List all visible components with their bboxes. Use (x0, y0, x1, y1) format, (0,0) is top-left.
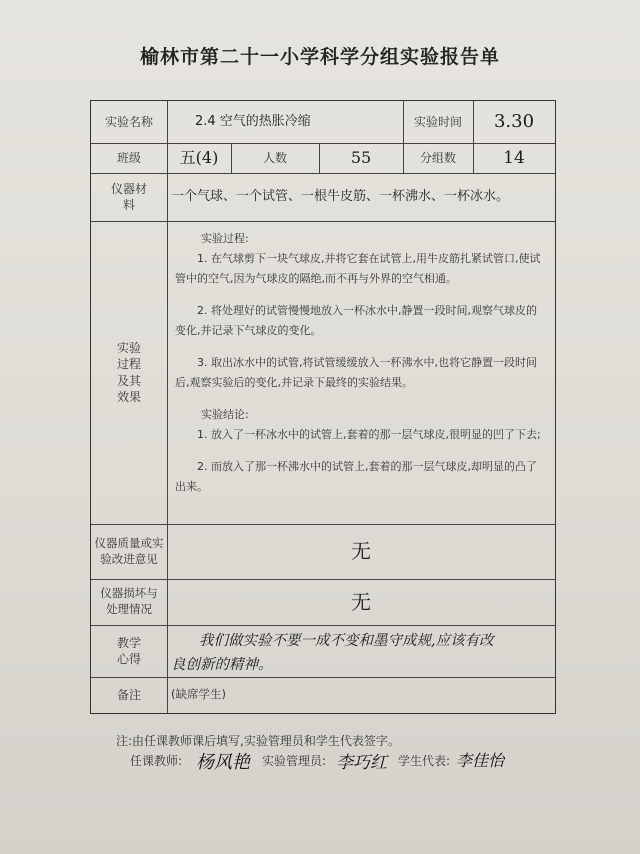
group-count-value: 14 (503, 147, 525, 168)
class-value: 五(4) (179, 148, 219, 168)
conclusion-heading: 实验结论: (201, 408, 249, 421)
reflection-line-2: 良创新的精神。 (171, 657, 273, 673)
count-value: 55 (350, 148, 372, 168)
label-damage: 仪器损坏与处理情况 (100, 586, 158, 616)
experiment-time-value: 3.30 (493, 110, 535, 132)
reflection-line-1: 我们做实验不要一成不变和墨守成规,应该有改 (199, 633, 494, 649)
footer-note: 注:由任课教师课后填写,实验管理员和学生代表签字。 (116, 734, 400, 748)
label-group-count: 分组数 (419, 150, 456, 165)
process-step-3: 3. 取出冰水中的试管,将试管缓缓放入一杯沸水中,也将它静置一段时间后,观察实验后的变化,并记录下最终的实验结果。 (175, 356, 537, 389)
process-step-2: 2. 将处理好的试管慢慢地放入一杯冰水中,静置一段时间,观察气球皮的变化,并记录下气球皮的变化。 (175, 304, 537, 337)
student-label: 学生代表: (398, 754, 451, 768)
label-experiment-time: 实验时间 (413, 114, 462, 129)
process-heading: 实验过程: (201, 232, 249, 245)
label-class: 班级 (116, 150, 141, 165)
damage-value: 无 (351, 589, 371, 614)
teacher-signature: 杨风艳 (196, 752, 250, 773)
admin-signature: 李巧红 (336, 753, 387, 773)
experiment-name-value: 2.4 空气的热胀冷缩 (195, 114, 311, 130)
process-content (175, 229, 547, 497)
label-experiment-name: 实验名称 (104, 114, 153, 129)
conclusion-2: 2. 而放入了那一杯沸水中的试管上,套着的那一层气球皮,却明显的凸了出来。 (175, 460, 537, 493)
label-reflection: 教学心得 (116, 635, 141, 666)
conclusion-1: 1. 放入了一杯冰水中的试管上,套着的那一层气球皮,很明显的凹了下去; (197, 428, 541, 441)
page-title: 榆林市第二十一小学科学分组实验报告单 (139, 46, 500, 68)
report-table (90, 100, 556, 714)
student-signature: 李佳怡 (456, 751, 505, 770)
label-process: 实验过程及其效果 (116, 341, 141, 404)
label-note: 备注 (116, 687, 141, 702)
note-value: (缺席学生) (171, 687, 226, 702)
label-equipment: 仪器材料 (110, 181, 147, 212)
quality-value: 无 (351, 539, 371, 563)
equipment-value: 一个气球、一个试管、一根牛皮筋、一杯沸水、一杯冰水。 (171, 189, 510, 205)
label-quality: 仪器质量或实验改进意见 (94, 535, 164, 566)
process-step-1: 1. 在气球剪下一块气球皮,并将它套在试管上,用牛皮筋扎紧试管口,使试管中的空气,因为气球皮的隔绝,而不再与外界的空气相通。 (175, 252, 541, 285)
admin-label: 实验管理员: (262, 754, 327, 768)
reflection-value (171, 629, 555, 677)
label-count: 人数 (262, 150, 287, 165)
teacher-label: 任课教师: (130, 754, 183, 768)
